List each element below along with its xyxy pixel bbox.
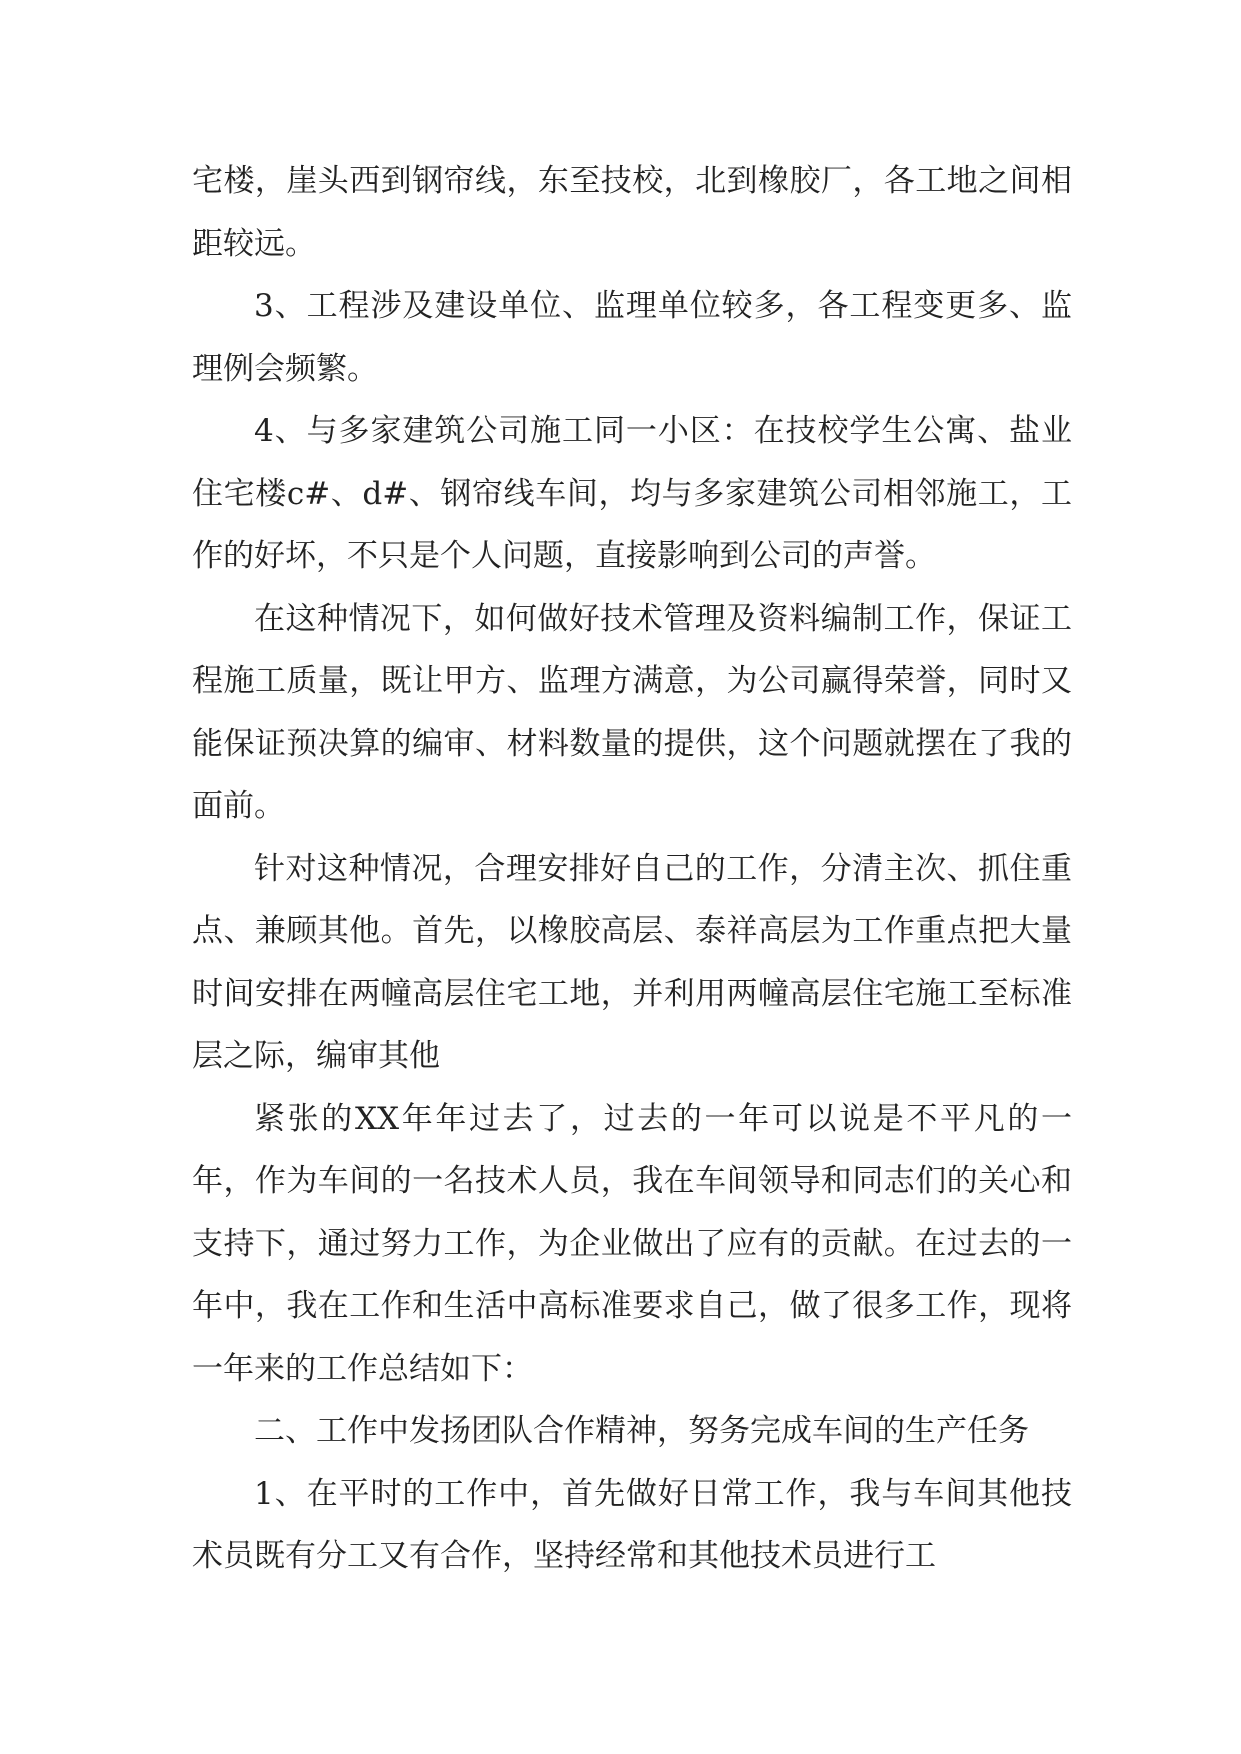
paragraph-2: 3、工程涉及建设单位、监理单位较多，各工程变更多、监理例会频繁。	[192, 288, 1072, 387]
paragraph-7: 二、工作中发扬团队合作精神，努务完成车间的生产任务	[254, 1413, 1029, 1449]
paragraph-1: 宅楼，崖头西到钢帘线，东至技校，北到橡胶厂，各工地之间相距较远。	[192, 163, 1072, 262]
document-body	[192, 150, 1072, 1588]
paragraph-8: 1、在平时的工作中，首先做好日常工作，我与车间其他技术员既有分工又有合作，坚持经常和其他技术员进行工	[192, 1475, 1072, 1574]
paragraph-5: 针对这种情况，合理安排好自己的工作，分清主次、抓住重点、兼顾其他。首先，以橡胶高层、泰祥高层为工作重点把大量时间安排在两幢高层住宅工地，并利用两幢高层住宅施工至标准层之际，编审其他	[192, 850, 1072, 1074]
paragraph-4: 在这种情况下，如何做好技术管理及资料编制工作，保证工程施工质量，既让甲方、监理方满意，为公司赢得荣誉，同时又能保证预决算的编审、材料数量的提供，这个问题就摆在了我的面前。	[192, 600, 1072, 824]
paragraph-6: 紧张的XX年年过去了，过去的一年可以说是不平凡的一年，作为车间的一名技术人员，我在车间领导和同志们的关心和支持下，通过努力工作，为企业做出了应有的贡献。在过去的一年中，我在工作和生活中高标准要求自己，做了很多工作，现将一年来的工作总结如下：	[192, 1100, 1072, 1387]
paragraph-3: 4、与多家建筑公司施工同一小区：在技校学生公寓、盐业住宅楼c#、d#、钢帘线车间，均与多家建筑公司相邻施工，工作的好坏，不只是个人问题，直接影响到公司的声誉。	[192, 413, 1072, 574]
